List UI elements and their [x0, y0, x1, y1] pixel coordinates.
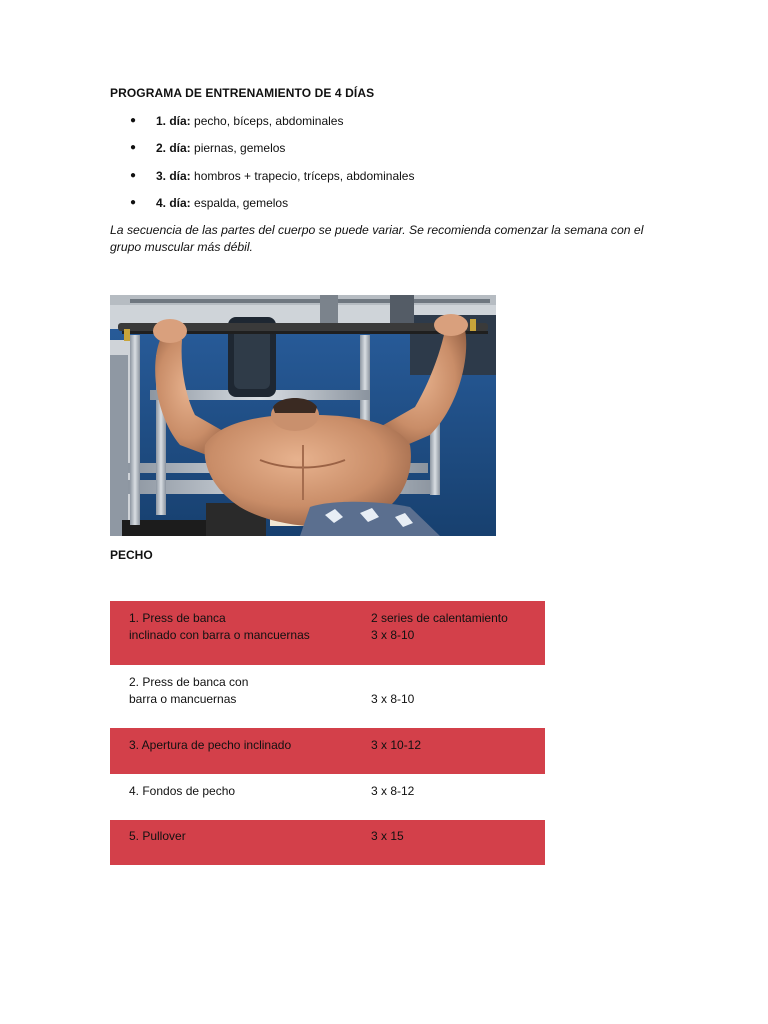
- bullet-icon: ●: [130, 196, 137, 208]
- day-label: 3. día:: [156, 168, 191, 183]
- bullet-icon: ●: [130, 115, 137, 126]
- exercise-sets: 3 x 8-10: [371, 692, 415, 706]
- day-body-parts: piernas, gemelos: [194, 141, 286, 156]
- table-row: [110, 820, 545, 865]
- day-body-parts: hombros + trapecio, tríceps, abdominales: [194, 168, 415, 183]
- exercise-sets: 3 x 15: [371, 829, 404, 843]
- list-item-day-3: [110, 167, 670, 194]
- page-title: PROGRAMA DE ENTRENAMIENTO DE 4 DÍAS: [110, 86, 375, 100]
- exercise-sets: 3 x 8-12: [371, 784, 415, 798]
- exercise-name: 2. Press de banca con barra o mancuernas: [129, 675, 249, 706]
- table-row: [110, 774, 545, 820]
- day-label: 2. día:: [156, 141, 191, 156]
- list-item-day-2: [110, 139, 670, 166]
- bench-press-photo: [110, 295, 496, 536]
- day-label: 1. día:: [156, 114, 191, 128]
- bullet-icon: ●: [130, 169, 137, 181]
- exercise-sets: 2 series de calentamiento 3 x 8-10: [371, 611, 508, 642]
- exercise-name: 4. Fondos de pecho: [129, 784, 236, 798]
- table-row: [110, 728, 545, 774]
- table-row: [110, 665, 545, 728]
- bullet-icon: ●: [130, 142, 137, 154]
- exercise-name: 5. Pullover: [129, 829, 186, 843]
- exercise-name: 3. Apertura de pecho inclinado: [129, 738, 292, 752]
- list-item-day-1: [110, 112, 670, 139]
- training-day-list: [110, 112, 670, 221]
- exercise-table: [110, 601, 545, 865]
- section-title-pecho: PECHO: [110, 548, 153, 562]
- exercise-name: 1. Press de banca inclinado con barra o mancuernas: [129, 611, 310, 642]
- list-item-day-4: [110, 194, 670, 221]
- exercise-sets: 3 x 10-12: [371, 738, 422, 752]
- day-body-parts: pecho, bíceps, abdominales: [194, 114, 344, 128]
- note-paragraph: La secuencia de las partes del cuerpo se puede variar. Se recomienda comenzar la semana con el grupo muscular más débil.: [110, 223, 644, 254]
- day-label: 4. día:: [156, 195, 191, 210]
- table-row: [110, 601, 545, 665]
- day-body-parts: espalda, gemelos: [194, 195, 289, 210]
